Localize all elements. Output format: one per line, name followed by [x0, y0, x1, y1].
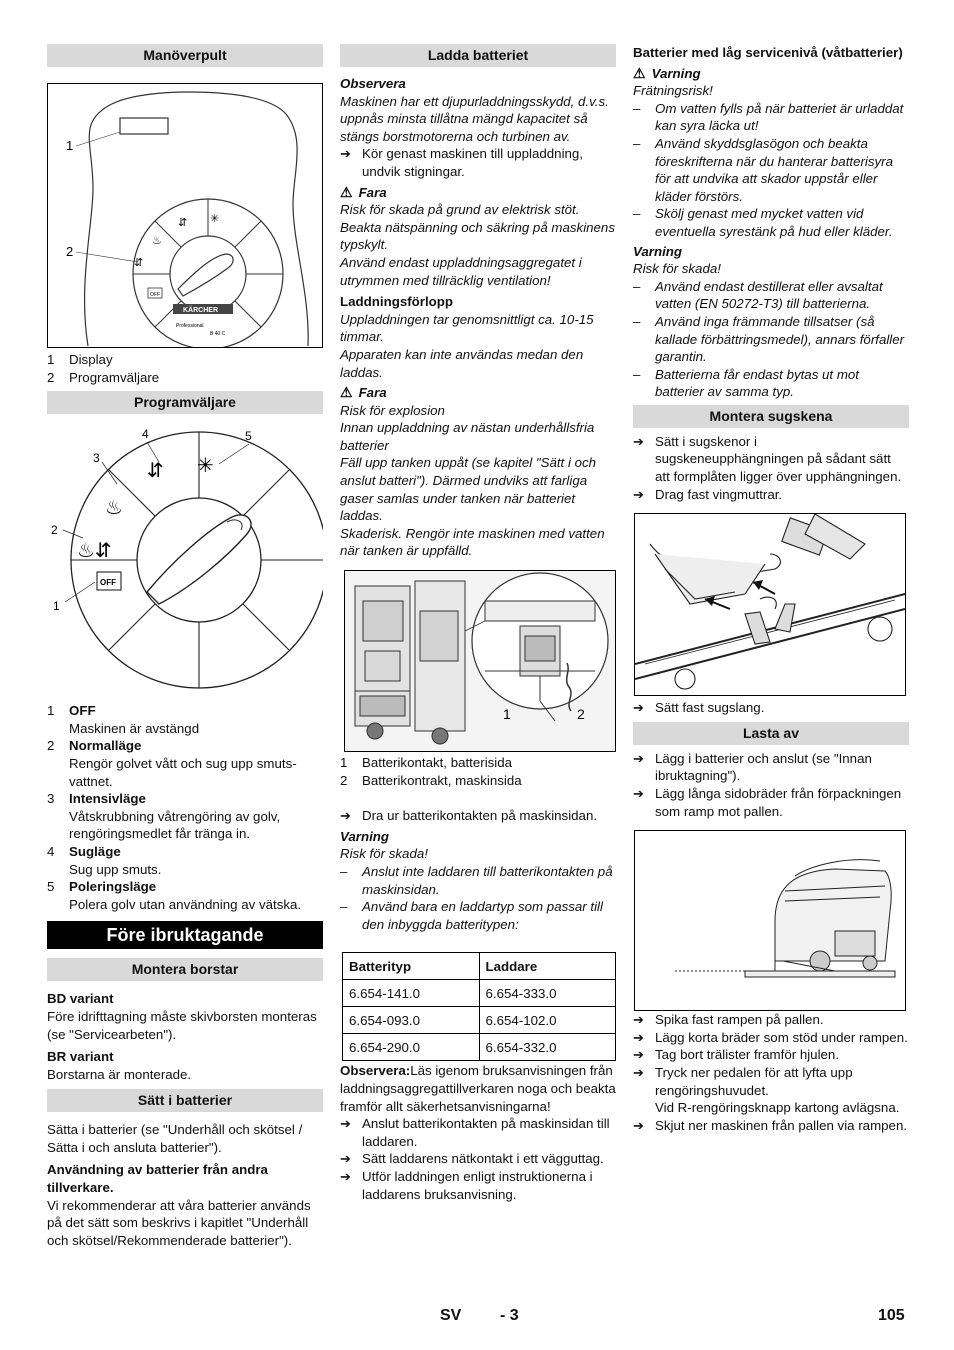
- legend-item: 1 Batterikontakt, batterisida: [340, 755, 513, 771]
- panel-program-icon-4: ⇵: [178, 217, 188, 229]
- program-desc: Sug upp smuts.: [69, 861, 162, 877]
- varning-item: – Anslut inte laddaren till batterikontakten på maskinsidan.: [340, 864, 613, 897]
- column-2: [340, 44, 616, 1203]
- varning1-text: Frätningsrisk!: [633, 83, 713, 99]
- dial-callout-3: 3: [93, 451, 100, 466]
- table-cell: 6.654-141.0: [343, 980, 480, 1007]
- arrow-icon: ➔: [633, 786, 644, 802]
- warning-triangle-icon: ⚠: [633, 64, 646, 81]
- step-item: ➔ Utför laddningen enligt instruktionerna i laddarens bruksanvisning.: [340, 1168, 593, 1202]
- varning2-label: Varning: [633, 243, 683, 259]
- program-item: 4 Sugläge: [47, 843, 121, 859]
- program-icon-3: ♨: [105, 495, 123, 520]
- step-item: ➔ Sätt laddarens nätkontakt i ett vägguttag.: [340, 1151, 604, 1167]
- page-footer: [0, 1307, 954, 1329]
- varning-item: – Använd skyddsglasögon och beakta föreskrifterna när du hanterar batterisyra för att undvika att skador uppstår eller kläder förstörs.: [633, 135, 893, 204]
- step-item: ➔ Lägg korta bräder som stöd under rampen.: [633, 1029, 908, 1045]
- section-header-satt-i-batterier: Sätt i batterier: [47, 1089, 323, 1112]
- arrow-icon: ➔: [633, 1065, 644, 1080]
- table-cell: 6.654-290.0: [343, 1034, 480, 1061]
- model-label: B 40 C: [210, 331, 226, 337]
- legend-item: 1 Display: [47, 352, 113, 367]
- language-code: SV: [440, 1307, 462, 1324]
- section-header-ladda-batteriet: Ladda batteriet: [340, 44, 616, 67]
- section-header-manoverpult: Manöverpult: [47, 44, 323, 67]
- program-item: 2 Normalläge: [47, 738, 142, 754]
- fara-warning-2: ⚠ Fara: [340, 384, 387, 401]
- section-header-lasta-av: Lasta av: [633, 722, 909, 745]
- warning-triangle-icon: ⚠: [340, 183, 353, 200]
- panel-program-icon-2: ⇵: [134, 257, 144, 269]
- squeegee-drawing: [635, 514, 905, 695]
- step-item: ➔ Sätt fast sugslang.: [633, 700, 765, 716]
- varning-item: – Batterierna får endast bytas ut mot batterier av samma typ.: [633, 366, 859, 400]
- table-cell: 6.654-093.0: [343, 1007, 480, 1034]
- observera-label: Observera: [340, 76, 406, 91]
- andra-tillverkare-text: Vi rekommenderar att våra batterier används på det sätt som beskrivs i kapitlet "Underhåll och skötsel/Rekommenderade batterier").: [47, 1197, 311, 1248]
- legend-item: 2 Batterikontrakt, maskinsida: [340, 772, 522, 788]
- column-3: [633, 44, 909, 1134]
- program-desc: Maskinen är avstängd: [69, 720, 200, 736]
- program-dial-figure: [47, 422, 323, 692]
- fara2-text4: Skaderisk. Rengör inte maskinen med vatten när tanken är uppfälld.: [340, 525, 605, 559]
- ladd-text2: Apparaten kan inte användas medan den laddas.: [340, 346, 584, 380]
- step-item: ➔ Spika fast rampen på pallen.: [633, 1012, 824, 1028]
- battery-charger-table: [342, 952, 616, 1061]
- battery-photo-drawing: [345, 571, 615, 751]
- dial-off-label: OFF: [100, 578, 116, 588]
- step-item: ➔ Lägg i batterier och anslut (se "Innan ibruktagning").: [633, 750, 872, 784]
- table-row: [343, 980, 616, 1007]
- observera-text: Maskinen har ett djupurladdningsskydd, d.v.s. uppnås minsta tillåtna mängd kapacitet så stängs borstmotorerna och turbinen av.: [340, 93, 609, 144]
- fara2-text2: Innan uppladdning av nästan underhållsfria batterier: [340, 420, 595, 453]
- br-variant-text: Borstarna är monterade.: [47, 1066, 192, 1082]
- varning-label: Varning: [340, 828, 390, 844]
- section-header-montera-borstar: Montera borstar: [47, 958, 323, 981]
- varning-item: – Använd bara en laddartyp som passar till den inbyggda batteritypen:: [340, 899, 603, 932]
- control-panel-figure: [47, 83, 323, 348]
- table-row: [343, 1007, 616, 1034]
- andra-tillverkare-title: Användning av batterier från andra tillverkare.: [47, 1162, 268, 1196]
- bd-variant-title: BD variant: [47, 991, 114, 1007]
- br-variant-title: BR variant: [47, 1049, 114, 1065]
- step-item: ➔ Kör genast maskinen till uppladdning, undvik stigningar.: [340, 146, 584, 179]
- arrow-icon: ➔: [633, 750, 644, 766]
- program-list: [47, 702, 323, 913]
- arrow-icon: ➔: [340, 1168, 351, 1184]
- panel-off-label: OFF: [150, 292, 160, 298]
- varning-warning-1: ⚠ Varning: [633, 64, 701, 81]
- program-desc: Våtskrubbning våtrengöring av golv, rengöringsmedlet får tränga in.: [69, 808, 281, 842]
- fara2-text1: Risk för explosion: [340, 402, 445, 418]
- dial-callout-4: 4: [142, 427, 149, 442]
- program-item: 1 OFF: [47, 703, 96, 719]
- panel-program-icon-5: ✳: [210, 213, 220, 225]
- professional-label: Professional: [176, 323, 204, 329]
- table-row: [343, 1034, 616, 1061]
- arrow-icon: ➔: [633, 1029, 644, 1045]
- section-header-programvaljare: Programväljare: [47, 391, 323, 414]
- photo-callout-1: 1: [503, 706, 511, 723]
- batterier-title: Batterier med låg servicenivå (våtbatterier): [633, 45, 903, 60]
- arrow-icon: ➔: [633, 433, 644, 449]
- step-item: ➔ Anslut batterikontakten på maskinsidan till laddaren.: [340, 1116, 610, 1149]
- arrow-icon: ➔: [633, 486, 644, 502]
- program-desc: Polera golv utan användning av vätska.: [69, 896, 302, 912]
- ladd-text1: Uppladdningen tar genomsnittligt ca. 10-15 timmar.: [340, 311, 594, 345]
- page-number: 105: [878, 1307, 905, 1324]
- local-page-number: - 3: [500, 1307, 519, 1324]
- varning-item: – Om vatten fylls på när batteriet är urladdat kan syra läcka ut!: [633, 100, 904, 134]
- arrow-icon: ➔: [633, 1117, 644, 1133]
- photo-legend: [340, 754, 616, 789]
- varning-text: Risk för skada!: [340, 846, 428, 862]
- varning-item: – Skölj genast med mycket vatten vid eventuella syrestänk på hud eller kläder.: [633, 206, 893, 239]
- varning2-text: Risk för skada!: [633, 261, 721, 277]
- program-icon-2: ♨⇵: [77, 538, 112, 563]
- satt-text: Sätta i batterier (se "Underhåll och skötsel / Sätta i och ansluta batterier").: [47, 1122, 303, 1155]
- photo-callout-2: 2: [577, 706, 585, 723]
- dial-callout-2: 2: [51, 523, 58, 538]
- table-cell: 6.654-102.0: [479, 1007, 616, 1034]
- arrow-icon: ➔: [340, 1151, 351, 1167]
- program-desc: Rengör golvet vått och sug upp smuts-vattnet.: [69, 755, 297, 789]
- laddningsforlopp-title: Laddningsförlopp: [340, 294, 454, 310]
- arrow-icon: ➔: [340, 808, 351, 824]
- chapter-title: Före ibruktagande: [47, 921, 323, 949]
- step-item: ➔ Sätt i sugskenor i sugskeneupphängningen på sådant sätt att formplåten ligger över upphängningen.: [633, 433, 902, 485]
- step-item: ➔ Tryck ner pedalen för att lyfta upp rengöringshuvudet.: [633, 1065, 853, 1098]
- observera-note: Observera:Läs igenom bruksanvisningen från laddningsaggregattillverkaren noga och beakta framför allt säkerhetsanvisningarna!: [340, 1063, 616, 1114]
- program-icon-5: ✳: [197, 453, 214, 478]
- control-panel-drawing: [48, 84, 322, 347]
- step-item: ➔ Dra ur batterikontakten på maskinsidan.: [340, 808, 598, 824]
- fara2-text3: Fäll upp tanken uppåt (se kapitel "Sätt i och anslut batteri"). Därmed undviks att farliga gaser samlas under tanken när batteriet laddas.: [340, 455, 597, 524]
- arrow-icon: ➔: [633, 700, 644, 716]
- lasta-note: Vid R-rengöringsknapp kartong avlägsna.: [655, 1100, 900, 1116]
- table-header-cell: Batterityp: [343, 953, 480, 980]
- panel-callout-2: 2: [66, 244, 74, 259]
- fara1-text2: Använd endast uppladdningsaggregatet i utrymmen med tillräcklig ventilation!: [340, 254, 582, 288]
- battery-connector-photo: [344, 570, 616, 752]
- squeegee-figure: [634, 513, 906, 696]
- karcher-logo: KÄRCHER: [183, 307, 218, 314]
- arrow-icon: ➔: [340, 146, 351, 162]
- fara1-text1: Risk för skada på grund av elektrisk stöt. Beakta nätspänning och säkring på maskinens typskylt.: [340, 202, 615, 253]
- panel-legend: [47, 351, 323, 386]
- table-cell: 6.654-332.0: [479, 1034, 616, 1061]
- unloading-figure: [634, 830, 906, 1011]
- dial-callout-5: 5: [245, 429, 252, 444]
- unloading-drawing: [635, 831, 905, 1010]
- program-item: 5 Poleringsläge: [47, 879, 157, 895]
- arrow-icon: ➔: [340, 1116, 351, 1132]
- column-1: [47, 44, 323, 1249]
- arrow-icon: ➔: [633, 1047, 644, 1063]
- program-item: 3 Intensivläge: [47, 791, 146, 807]
- step-item: ➔ Drag fast vingmuttrar.: [633, 486, 783, 502]
- step-item: ➔ Tag bort trälister framför hjulen.: [633, 1047, 840, 1063]
- table-header-row: [343, 953, 616, 980]
- varning-item: – Använd inga främmande tillsatser (så kallade förbättringsmedel), annars förfaller garantin.: [633, 313, 905, 365]
- section-header-montera-sugskena: Montera sugskena: [633, 405, 909, 428]
- varning-item: – Använd endast destillerat eller avsaltat vatten (EN 50272-T3) till batterierna.: [633, 278, 883, 312]
- panel-program-icon-3: ♨: [152, 235, 162, 247]
- warning-triangle-icon: ⚠: [340, 384, 353, 401]
- bd-variant-text: Före idrifttagning måste skivborsten monteras (se "Servicearbeten").: [47, 1008, 317, 1042]
- table-cell: 6.654-333.0: [479, 980, 616, 1007]
- dial-callout-1: 1: [53, 599, 60, 614]
- arrow-icon: ➔: [633, 1012, 644, 1028]
- panel-callout-1: 1: [66, 138, 74, 153]
- legend-item: 2 Programväljare: [47, 369, 160, 385]
- table-header-cell: Laddare: [479, 953, 616, 980]
- fara-warning-1: ⚠ Fara: [340, 183, 387, 200]
- step-item: ➔ Skjut ner maskinen från pallen via rampen.: [633, 1117, 908, 1133]
- program-icon-4: ⇵: [147, 458, 164, 483]
- step-item: ➔ Lägg långa sidobräder från förpackningen som ramp mot pallen.: [633, 786, 902, 819]
- program-dial-drawing: [47, 422, 323, 692]
